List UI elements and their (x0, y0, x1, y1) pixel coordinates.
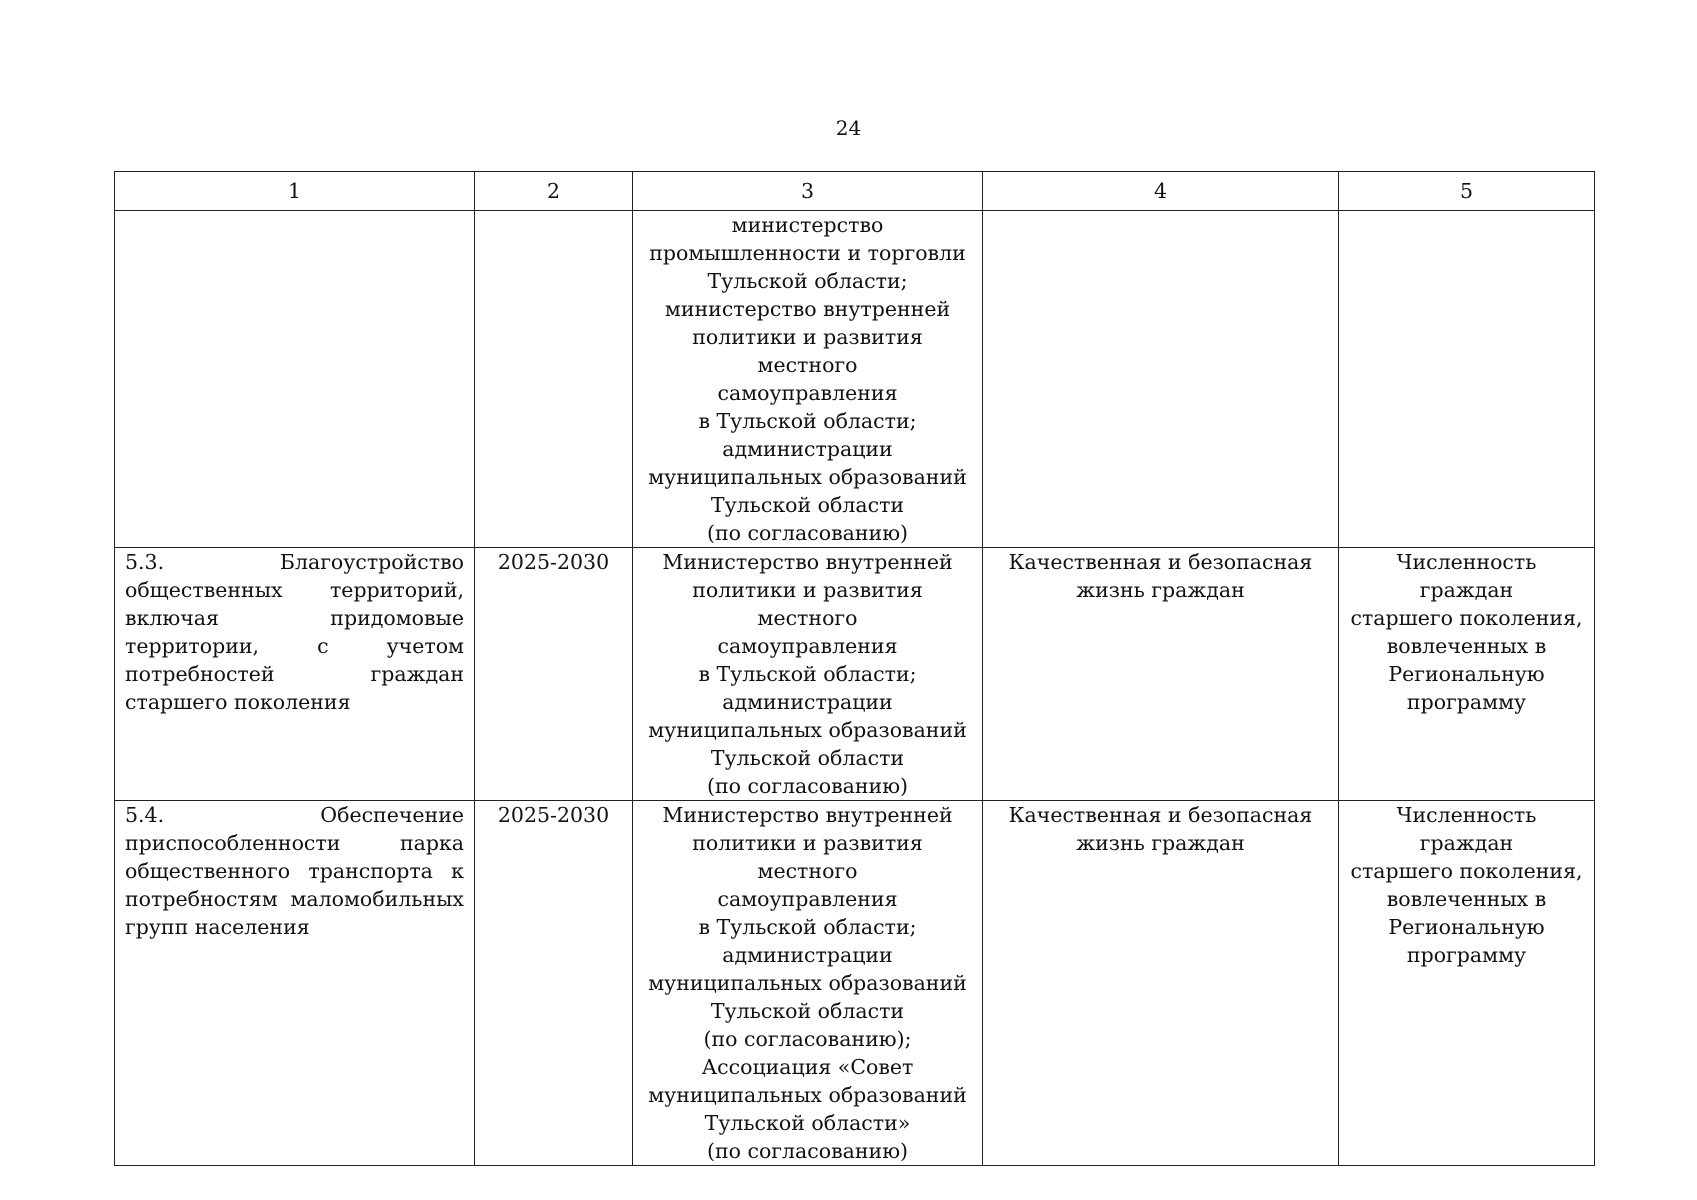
indicator-cell (1339, 211, 1595, 548)
period-cell (475, 548, 633, 801)
header-col-4: 4 (983, 172, 1339, 211)
table-header-row (115, 172, 1595, 211)
measure-cell (115, 211, 475, 548)
measure-cell (115, 548, 475, 801)
period-cell (475, 801, 633, 1166)
executors-text: Министерство внутренней политики и развития местного самоуправления в Тульской области; администрации муниципальных образований Тульской области (по согласованию) (648, 550, 967, 798)
measure-line: потребностей граждан (125, 662, 464, 686)
table-row (115, 801, 1595, 1166)
executors-cell (633, 211, 983, 548)
project-text: Качественная и безопасная жизнь граждан (1008, 550, 1313, 602)
project-cell (983, 801, 1339, 1166)
project-cell (983, 548, 1339, 801)
measure-line: 5.3. Благоустройство (125, 550, 464, 574)
table-row (115, 211, 1595, 548)
indicator-text: Численность граждан старшего поколения, вовлеченных в Региональную программу (1350, 803, 1583, 967)
measures-table (114, 171, 1595, 1166)
executors-text: министерство промышленности и торговли Тульской области; министерство внутренней политики и развития местного самоуправления в Тульской области; администрации муниципальных образований Тульской области (по согласованию) (648, 213, 967, 545)
header-col-5: 5 (1339, 172, 1595, 211)
measure-line: старшего поколения (125, 690, 351, 714)
measure-lines (125, 548, 464, 716)
project-cell (983, 211, 1339, 548)
measure-line: потребностям маломобильных (125, 887, 464, 911)
table-row (115, 548, 1595, 801)
measure-line: территории, с учетом (125, 634, 464, 658)
measure-line: включая придомовые (125, 606, 464, 630)
measure-line: групп населения (125, 915, 310, 939)
indicator-cell (1339, 801, 1595, 1166)
executors-text: Министерство внутренней политики и развития местного самоуправления в Тульской области; администрации муниципальных образований Тульской области (по согласованию); Ассоциация «Совет муниципальных образований Тульской области» (по согласованию) (648, 803, 967, 1163)
indicator-cell (1339, 548, 1595, 801)
period-text: 2025-2030 (497, 803, 610, 827)
measure-line: общественного транспорта к (125, 859, 464, 883)
project-text: Качественная и безопасная жизнь граждан (1008, 803, 1313, 855)
executors-cell (633, 801, 983, 1166)
measure-line: общественных территорий, (125, 578, 464, 602)
period-cell (475, 211, 633, 548)
indicator-text: Численность граждан старшего поколения, вовлеченных в Региональную программу (1350, 550, 1583, 714)
page-number: 24 (835, 116, 862, 140)
period-text: 2025-2030 (497, 550, 610, 574)
measure-line: приспособленности парка (125, 831, 464, 855)
measure-line: 5.4. Обеспечение (125, 803, 464, 827)
measure-lines (125, 801, 464, 941)
header-col-2: 2 (475, 172, 633, 211)
header-col-3: 3 (633, 172, 983, 211)
executors-cell (633, 548, 983, 801)
header-col-1: 1 (115, 172, 475, 211)
measure-cell (115, 801, 475, 1166)
